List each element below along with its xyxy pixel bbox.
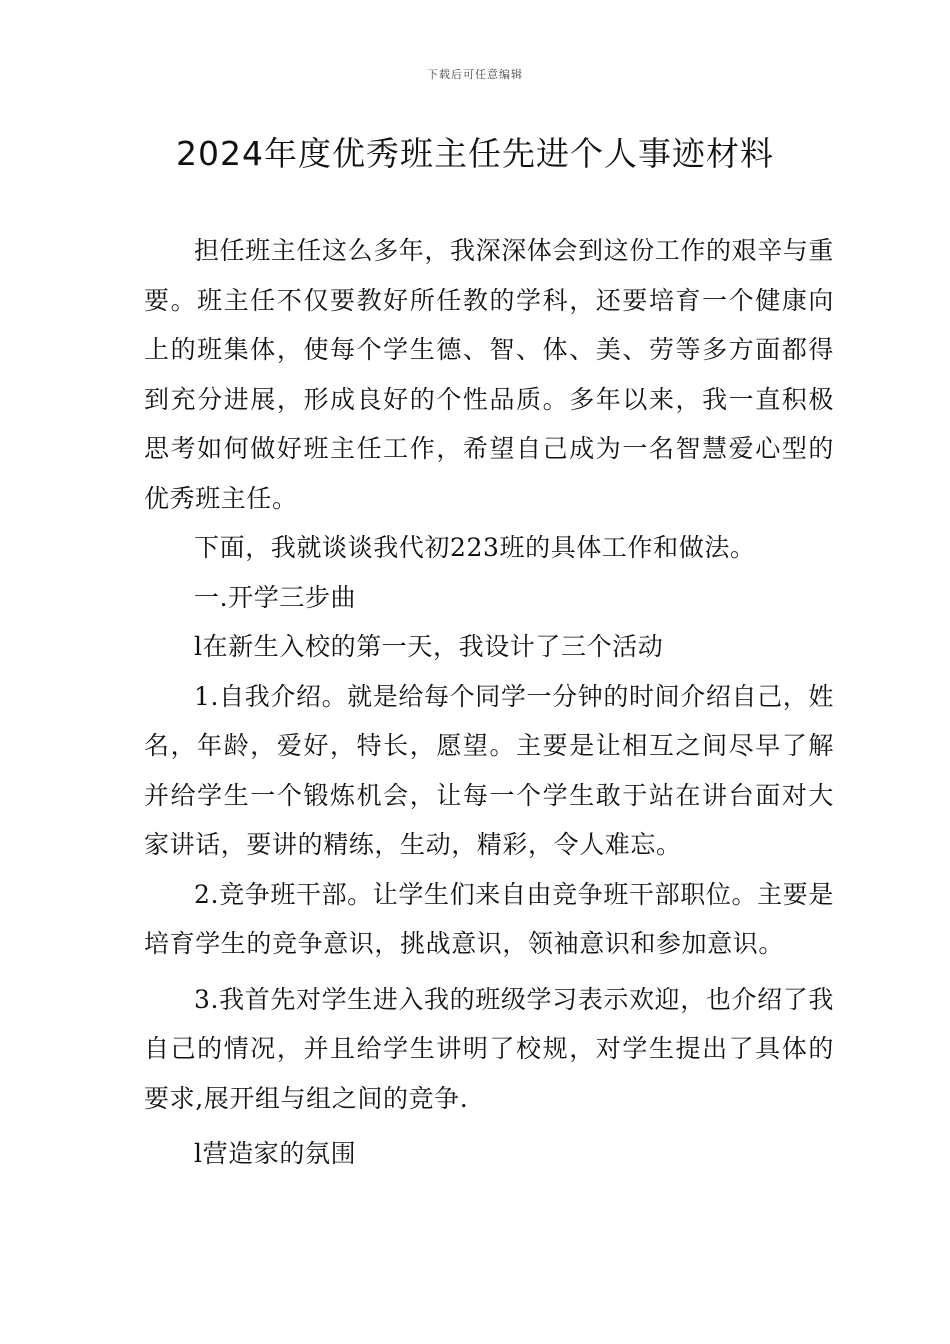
document-body <box>144 226 834 1179</box>
subheading-first-day: l在新生入校的第一天，我设计了三个活动 <box>194 632 664 661</box>
paragraph-welcome: 3.我首先对学生进入我的班级学习表示欢迎，也介绍了我自己的情况，并且给学生讲明了校规，对学生提出了具体的要求,展开组与组之间的竞争. <box>144 984 834 1113</box>
paragraph-class-cadre: 2.竞争班干部。让学生们来自由竞争班干部职位。主要是培育学生的竞争意识，挑战意识，领袖意识和参加意识。 <box>144 879 834 958</box>
paragraph-overview: 下面，我就谈谈我代初223班的具体工作和做法。 <box>194 533 756 562</box>
document-title: 2024年度优秀班主任先进个人事迹材料 <box>176 134 774 173</box>
subheading-home-atmosphere: l营造家的氛围 <box>194 1139 357 1168</box>
header-note: 下载后可任意编辑 <box>427 68 523 81</box>
paragraph-self-introduction: 1.自我介绍。就是给每个同学一分钟的时间介绍自己，姓名，年龄，爱好，特长，愿望。主要是让相互之间尽早了解并给学生一个锻炼机会，让每一个学生敢于站在讲台面对大家讲话，要讲的精练，生动，精彩，令人难忘。 <box>144 681 834 859</box>
section-heading-opening: 一.开学三步曲 <box>194 582 357 612</box>
paragraph-intro: 担任班主任这么多年，我深深体会到这份工作的艰辛与重要。班主任不仅要教好所任教的学科，还要培育一个健康向上的班集体，使每个学生德、智、体、美、劳等多方面都得到充分进展，形成良好的个性品质。多年以来，我一直积极思考如何做好班主任工作，希望自己成为一名智慧爱心型的优秀班主任。 <box>144 236 835 513</box>
